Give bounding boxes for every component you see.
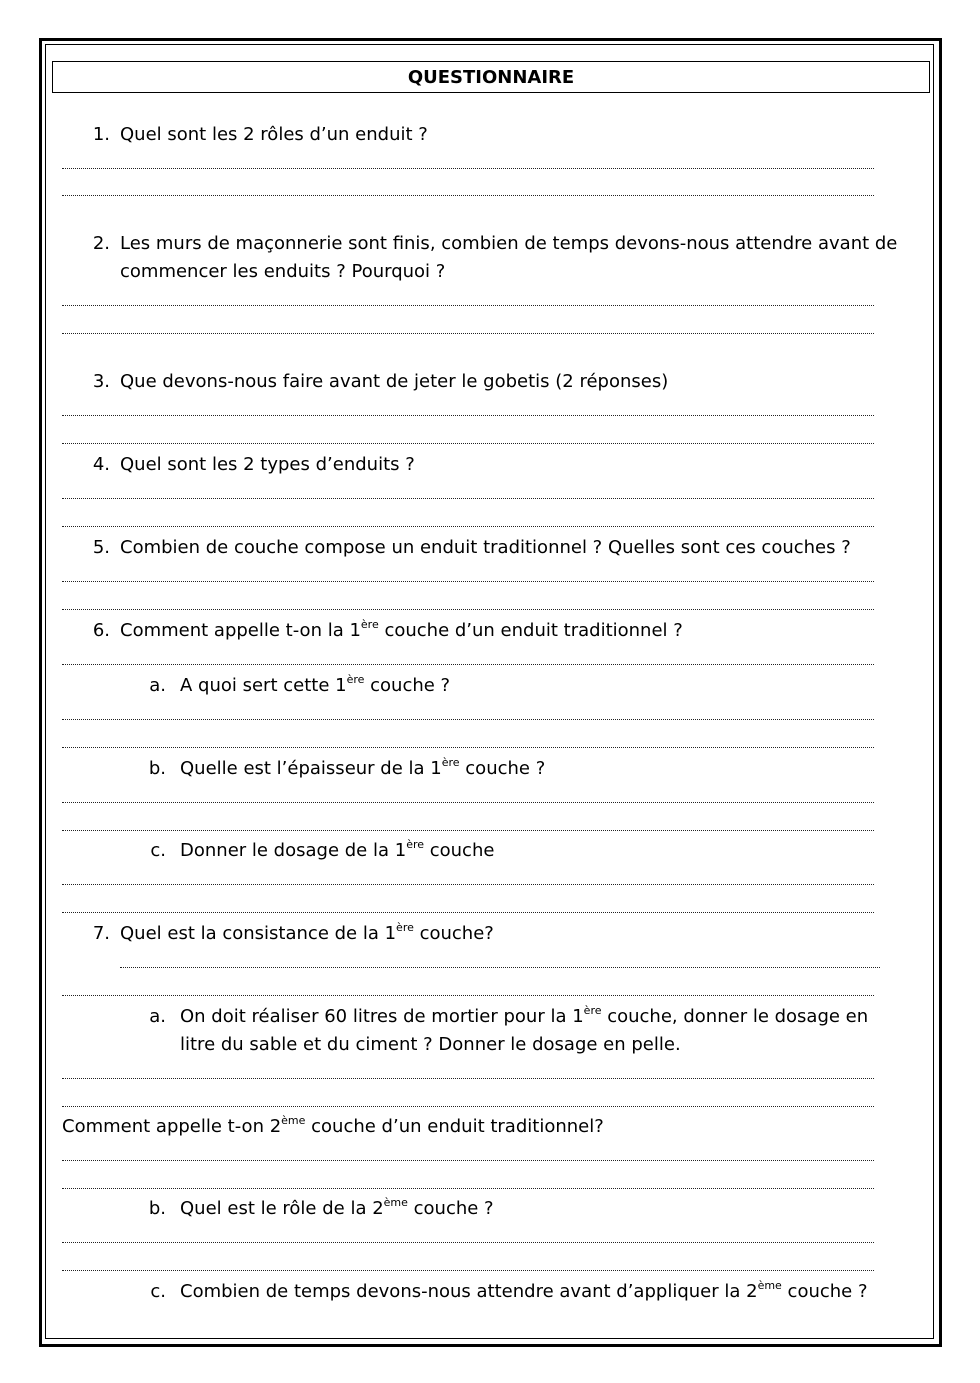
q8c-letter: c. — [150, 1281, 166, 1302]
q5-number: 5. — [92, 537, 110, 558]
answer-line — [62, 333, 874, 334]
q8-text: Comment appelle t-on 2ème couche d’un enduit traditionnel? — [62, 1114, 604, 1137]
q7a-text-line2: litre du sable et du ciment ? Donner le dosage en pelle. — [180, 1034, 681, 1055]
q8b-text: Quel est le rôle de la 2ème couche ? — [180, 1196, 494, 1219]
answer-line — [62, 609, 874, 610]
q6a-text: A quoi sert cette 1ère couche ? — [180, 673, 451, 696]
answer-line — [120, 967, 880, 968]
answer-line — [62, 884, 874, 885]
answer-line — [62, 1106, 874, 1107]
q2-number: 2. — [92, 233, 110, 254]
q8b-letter: b. — [148, 1198, 166, 1219]
q7-text: Quel est la consistance de la 1ère couche? — [120, 921, 494, 944]
answer-line — [62, 443, 874, 444]
answer-line — [62, 581, 874, 582]
answer-line — [62, 1188, 874, 1189]
answer-line — [62, 1160, 874, 1161]
answer-line — [62, 995, 874, 996]
answer-line — [62, 802, 874, 803]
q1-number: 1. — [92, 124, 110, 145]
q8c-text: Combien de temps devons-nous attendre avant d’appliquer la 2ème couche ? — [180, 1279, 868, 1302]
answer-line — [62, 719, 874, 720]
answer-line — [62, 1078, 874, 1079]
q6a-letter: a. — [149, 675, 166, 696]
answer-line — [62, 498, 874, 499]
q3-number: 3. — [92, 371, 110, 392]
answer-line — [62, 195, 874, 196]
answer-line — [62, 830, 874, 831]
q6b-text: Quelle est l’épaisseur de la 1ère couche ? — [180, 756, 546, 779]
q1-text: Quel sont les 2 rôles d’un enduit ? — [120, 124, 428, 145]
answer-line — [62, 912, 874, 913]
q4-text: Quel sont les 2 types d’enduits ? — [120, 454, 415, 475]
answer-line — [62, 1270, 874, 1271]
answer-line — [62, 664, 874, 665]
answer-line — [62, 526, 874, 527]
document-title: QUESTIONNAIRE — [52, 61, 930, 93]
q6c-text: Donner le dosage de la 1ère couche — [180, 838, 495, 861]
q2-text-line2: commencer les enduits ? Pourquoi ? — [120, 261, 446, 282]
answer-line — [62, 747, 874, 748]
answer-line — [62, 168, 874, 169]
q6-number: 6. — [92, 620, 110, 641]
q7a-letter: a. — [149, 1006, 166, 1027]
answer-line — [62, 415, 874, 416]
q5-text: Combien de couche compose un enduit traditionnel ? Quelles sont ces couches ? — [120, 537, 851, 558]
q6c-letter: c. — [150, 840, 166, 861]
q2-text-line1: Les murs de maçonnerie sont finis, combien de temps devons-nous attendre avant de — [120, 233, 898, 254]
q4-number: 4. — [92, 454, 110, 475]
q7-number: 7. — [92, 923, 110, 944]
answer-line — [62, 1242, 874, 1243]
q6b-letter: b. — [148, 758, 166, 779]
q3-text: Que devons-nous faire avant de jeter le gobetis (2 réponses) — [120, 371, 669, 392]
q6-text: Comment appelle t-on la 1ère couche d’un enduit traditionnel ? — [120, 618, 683, 641]
q7a-text-line1: On doit réaliser 60 litres de mortier pour la 1ère couche, donner le dosage en — [180, 1004, 869, 1027]
answer-line — [62, 305, 874, 306]
